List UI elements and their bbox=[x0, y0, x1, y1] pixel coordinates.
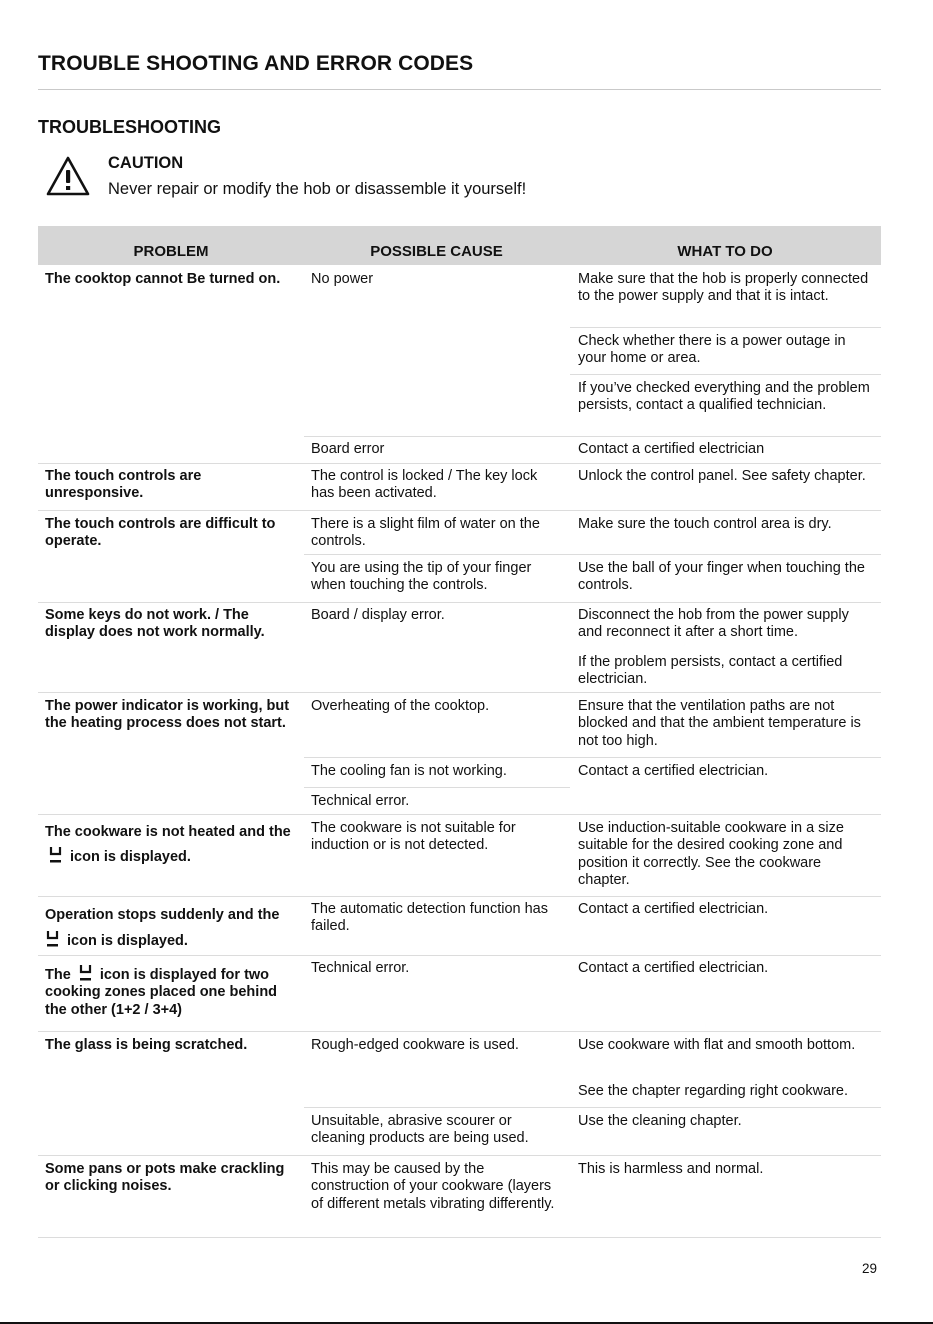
action-cell: Unlock the control panel. See safety chapter. bbox=[578, 468, 866, 484]
action-cell: This is harmless and normal. bbox=[578, 1161, 764, 1177]
problem-text: Operation stops suddenly and the bbox=[45, 907, 280, 923]
row-divider bbox=[38, 955, 881, 956]
row-divider bbox=[304, 554, 881, 555]
cause-cell: Technical error. bbox=[311, 793, 410, 809]
problem-cell: The touch controls are difficult to operate. bbox=[45, 516, 276, 550]
page-title: TROUBLE SHOOTING AND ERROR CODES bbox=[38, 52, 474, 75]
row-divider bbox=[304, 757, 881, 758]
row-divider bbox=[38, 896, 881, 897]
problem-cell bbox=[45, 820, 301, 870]
cause-cell: Board error bbox=[311, 441, 385, 457]
header-what-to-do: WHAT TO DO bbox=[677, 243, 773, 260]
row-divider bbox=[570, 327, 881, 328]
row-divider bbox=[38, 814, 881, 815]
problem-text: icon is displayed for two cooking zones placed one behind the other (1+2 / 3+4) bbox=[45, 967, 278, 1018]
row-divider bbox=[38, 602, 881, 603]
problem-text: icon is displayed. bbox=[67, 933, 188, 949]
header-problem: PROBLEM bbox=[133, 243, 209, 260]
action-cell: If the problem persists, contact a certified electrician. bbox=[578, 654, 843, 688]
row-divider bbox=[304, 1107, 881, 1108]
row-divider bbox=[38, 1237, 881, 1238]
section-title: TROUBLESHOOTING bbox=[38, 117, 221, 137]
row-divider bbox=[38, 692, 881, 693]
action-cell: Contact a certified electrician. bbox=[578, 763, 769, 779]
cause-cell: The cookware is not suitable for induction or is not detected. bbox=[311, 820, 516, 854]
problem-cell bbox=[45, 902, 301, 954]
action-cell: If you’ve checked everything and the problem persists, contact a qualified technician. bbox=[578, 380, 870, 414]
cause-cell: Board / display error. bbox=[311, 607, 445, 623]
action-cell: Disconnect the hob from the power supply and reconnect it after a short time. bbox=[578, 607, 849, 641]
cause-cell: There is a slight film of water on the controls. bbox=[311, 516, 540, 550]
u-error-icon bbox=[78, 963, 93, 983]
caution-title: CAUTION bbox=[108, 154, 184, 172]
u-error-icon bbox=[48, 845, 63, 865]
problem-text: icon is displayed. bbox=[70, 849, 191, 865]
action-cell: Use induction-suitable cookware in a size suitable for the desired cooking zone and position it correctly. See the cookware chapter. bbox=[578, 820, 844, 888]
action-cell: See the chapter regarding right cookware. bbox=[578, 1083, 849, 1099]
action-cell: Use cookware with flat and smooth bottom. bbox=[578, 1037, 856, 1053]
cause-cell: The automatic detection function has failed. bbox=[311, 901, 548, 935]
table-header bbox=[38, 226, 881, 265]
problem-cell: The touch controls are unresponsive. bbox=[45, 468, 202, 502]
row-divider bbox=[304, 787, 570, 788]
action-cell: Ensure that the ventilation paths are not blocked and that the ambient temperature is not too high. bbox=[578, 698, 861, 749]
cause-cell: This may be caused by the construction of your cookware (layers of different metals vibrating differently. bbox=[311, 1161, 555, 1212]
problem-text: The bbox=[45, 967, 71, 983]
problem-cell: The power indicator is working, but the heating process does not start. bbox=[45, 698, 290, 732]
cause-cell: Unsuitable, abrasive scourer or cleaning products are being used. bbox=[311, 1113, 529, 1147]
row-divider bbox=[38, 463, 881, 464]
cause-cell: Technical error. bbox=[311, 960, 410, 976]
header-cause: POSSIBLE CAUSE bbox=[370, 243, 503, 260]
problem-cell bbox=[45, 963, 301, 1019]
action-cell: Use the ball of your finger when touching the controls. bbox=[578, 560, 865, 594]
cause-cell: The cooling fan is not working. bbox=[311, 763, 507, 779]
page-number: 29 bbox=[862, 1261, 878, 1276]
action-cell: Check whether there is a power outage in your home or area. bbox=[578, 333, 846, 367]
action-cell: Use the cleaning chapter. bbox=[578, 1113, 742, 1129]
cause-cell: The control is locked / The key lock has been activated. bbox=[311, 468, 538, 502]
problem-text: The cookware is not heated and the bbox=[45, 824, 291, 840]
problem-cell: Some keys do not work. / The display does not work normally. bbox=[45, 607, 265, 641]
row-divider bbox=[38, 1155, 881, 1156]
action-cell: Contact a certified electrician bbox=[578, 441, 765, 457]
row-divider bbox=[38, 510, 881, 511]
u-error-icon bbox=[45, 929, 60, 949]
warning-triangle-icon bbox=[45, 155, 91, 197]
action-cell: Make sure that the hob is properly connected to the power supply and that it is intact. bbox=[578, 271, 869, 305]
action-cell: Contact a certified electrician. bbox=[578, 960, 769, 976]
action-cell: Make sure the touch control area is dry. bbox=[578, 516, 832, 532]
problem-cell: The cooktop cannot Be turned on. bbox=[45, 271, 281, 287]
cause-cell: Overheating of the cooktop. bbox=[311, 698, 490, 714]
problem-cell: The glass is being scratched. bbox=[45, 1037, 248, 1053]
cause-cell: No power bbox=[311, 271, 374, 287]
problem-cell: Some pans or pots make crackling or clicking noises. bbox=[45, 1161, 285, 1195]
caution-text: Never repair or modify the hob or disassemble it yourself! bbox=[108, 180, 527, 198]
row-divider bbox=[304, 436, 881, 437]
row-divider bbox=[38, 1031, 881, 1032]
action-cell: Contact a certified electrician. bbox=[578, 901, 769, 917]
cause-cell: Rough-edged cookware is used. bbox=[311, 1037, 519, 1053]
cause-cell: You are using the tip of your finger when touching the controls. bbox=[311, 560, 532, 594]
row-divider bbox=[570, 374, 881, 375]
title-divider bbox=[38, 89, 881, 90]
